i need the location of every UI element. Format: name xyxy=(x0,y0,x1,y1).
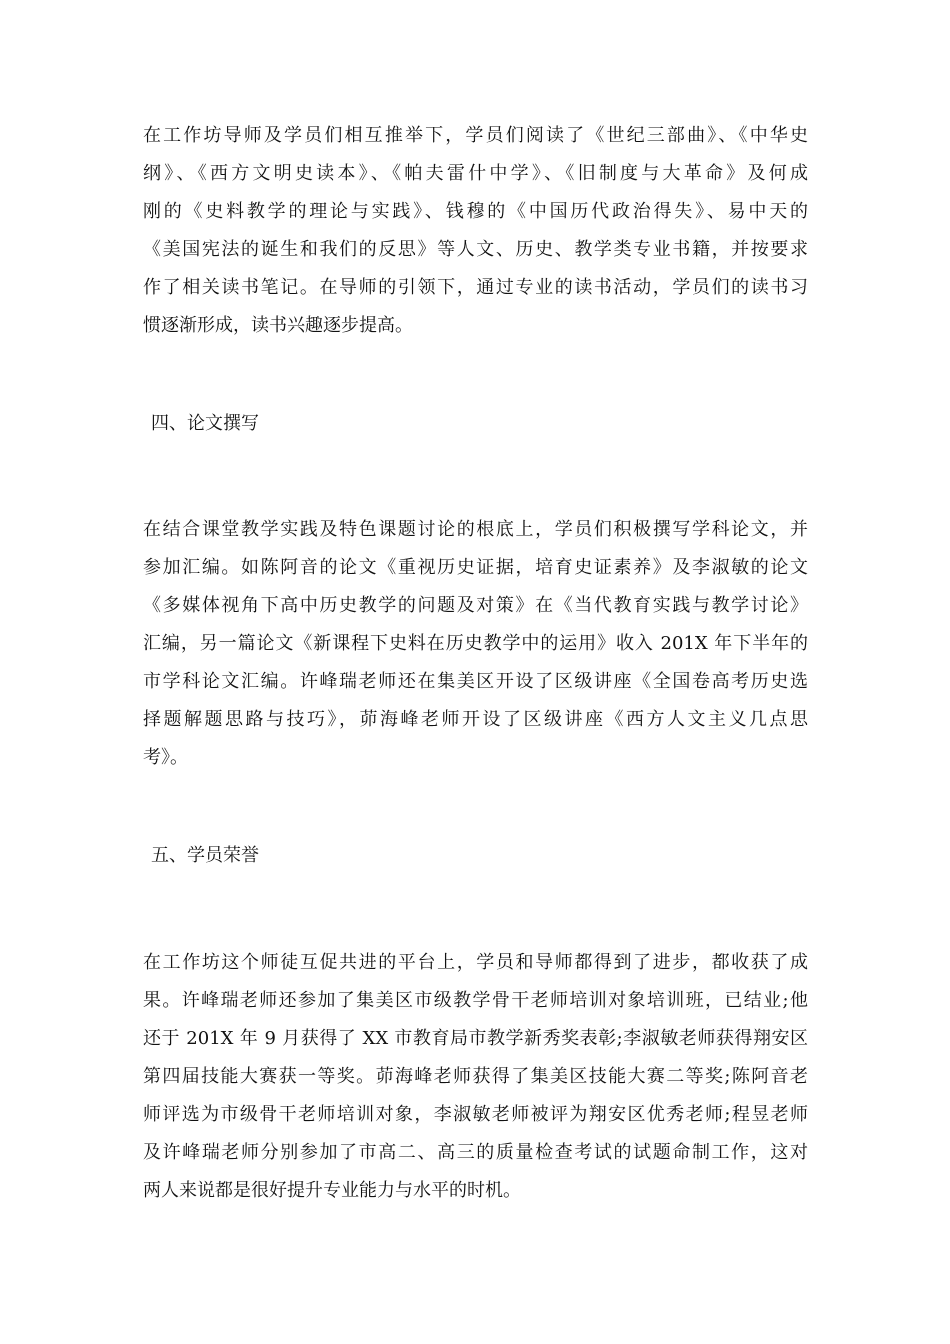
text-line: 汇编，另一篇论文《新课程下史料在历史教学中的运用》收入 201X 年下半年的 xyxy=(143,633,808,654)
text-line: 《多媒体视角下高中历史教学的问题及对策》在《当代教育实践与教学讨论》 xyxy=(143,595,808,616)
text-line: 《美国宪法的诞生和我们的反思》等人文、历史、教学类专业书籍，并按要求 xyxy=(143,239,808,260)
reading-paragraph xyxy=(143,117,808,345)
text-line: 纲》、《西方文明史读本》、《帕夫雷什中学》、《旧制度与大革命》及何成 xyxy=(143,163,808,184)
section-heading-honors: 五、学员荣誉 xyxy=(151,845,259,866)
text-line: 及许峰瑞老师分别参加了市高二、高三的质量检查考试的试题命制工作，这对 xyxy=(143,1142,808,1163)
text-line: 刚的《史料教学的理论与实践》、钱穆的《中国历代政治得失》、易中天的 xyxy=(143,201,808,222)
text-line: 参加汇编。如陈阿音的论文《重视历史证据，培育史证素养》及李淑敏的论文 xyxy=(143,557,808,578)
text-line: 惯逐渐形成，读书兴趣逐步提高。 xyxy=(143,315,413,336)
text-line: 还于 201X 年 9 月获得了 XX 市教育局市教学新秀奖表彰;李淑敏老师获得翔安区 xyxy=(143,1028,808,1049)
section-heading-papers: 四、论文撰写 xyxy=(151,413,259,434)
papers-paragraph xyxy=(143,511,808,777)
text-line: 师评选为市级骨干老师培训对象，李淑敏老师被评为翔安区优秀老师;程昱老师 xyxy=(143,1104,808,1125)
text-line: 在工作坊这个师徒互促共进的平台上，学员和导师都得到了进步，都收获了成 xyxy=(143,952,808,973)
text-line: 在结合课堂教学实践及特色课题讨论的根底上，学员们积极撰写学科论文，并 xyxy=(143,519,808,540)
text-line: 在工作坊导师及学员们相互推举下，学员们阅读了《世纪三部曲》、《中华史 xyxy=(143,125,808,146)
honors-paragraph xyxy=(143,944,808,1210)
text-line: 第四届技能大赛获一等奖。茆海峰老师获得了集美区技能大赛二等奖;陈阿音老 xyxy=(143,1066,808,1087)
text-line: 择题解题思路与技巧》，茆海峰老师开设了区级讲座《西方人文主义几点思 xyxy=(143,709,808,730)
text-line: 作了相关读书笔记。在导师的引领下，通过专业的读书活动，学员们的读书习 xyxy=(143,277,808,298)
text-line: 两人来说都是很好提升专业能力与水平的时机。 xyxy=(143,1180,521,1201)
text-line: 市学科论文汇编。许峰瑞老师还在集美区开设了区级讲座《全国卷高考历史选 xyxy=(143,671,808,692)
text-line: 果。许峰瑞老师还参加了集美区市级教学骨干老师培训对象培训班，已结业;他 xyxy=(143,990,808,1011)
text-line: 考》。 xyxy=(143,747,188,768)
